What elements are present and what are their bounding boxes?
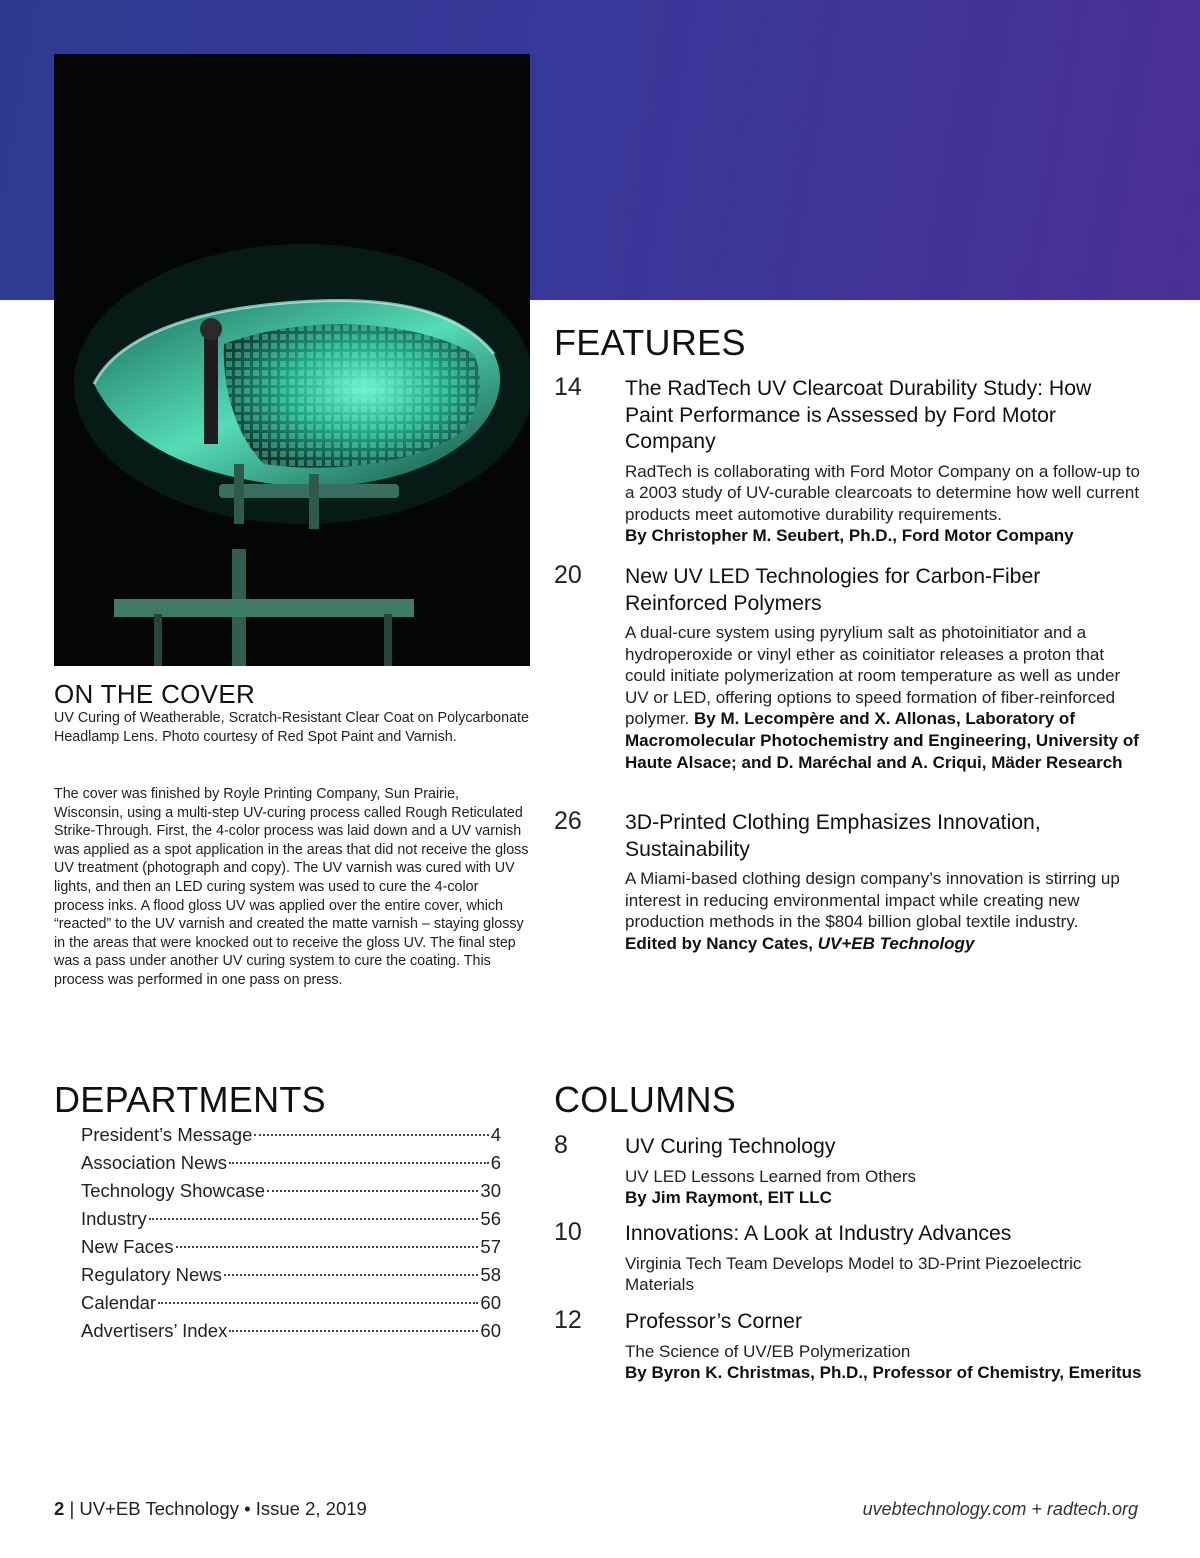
dot-leader — [224, 1274, 479, 1276]
footer-publication-info — [54, 1497, 367, 1521]
department-page: 60 — [480, 1292, 501, 1313]
column-page-number: 10 — [554, 1218, 582, 1246]
feature-byline: Edited by Nancy Cates, — [625, 933, 814, 953]
columns-heading: COLUMNS — [554, 1079, 737, 1120]
department-label: Association News — [81, 1152, 228, 1173]
column-byline: By Byron K. Christmas, Ph.D., Professor of Chemistry, Emeritus — [625, 1363, 1142, 1383]
dot-leader — [158, 1302, 478, 1304]
department-item[interactable] — [81, 1289, 501, 1317]
department-page: 56 — [480, 1208, 501, 1229]
cover-photo-headlamp-lens — [54, 54, 530, 666]
department-item[interactable] — [81, 1233, 501, 1261]
feature-description: A Miami-based clothing design company’s innovation is stirring up interest in reducing environmental impact while creating new production methods in the $804 billion global textile industry. — [625, 869, 1120, 932]
feature-byline: By Christopher M. Seubert, Ph.D., Ford Motor Company — [625, 526, 1074, 546]
feature-page-number: 20 — [554, 561, 582, 589]
column-description: Virginia Tech Team Develops Model to 3D-Print Piezoelectric Materials — [625, 1253, 1082, 1295]
dot-leader — [229, 1330, 478, 1332]
column-description: The Science of UV/EB Polymerization — [625, 1341, 911, 1361]
department-label: New Faces — [81, 1236, 174, 1257]
department-label: President’s Message — [81, 1124, 253, 1145]
dot-leader — [149, 1218, 479, 1220]
column-entry[interactable] — [554, 1218, 1154, 1296]
department-item[interactable] — [81, 1149, 501, 1177]
departments-heading: DEPARTMENTS — [54, 1079, 326, 1120]
feature-title[interactable]: The RadTech UV Clearcoat Durability Study: How Paint Performance is Assessed by Ford Motor Company — [625, 377, 1092, 453]
department-item[interactable] — [81, 1261, 501, 1289]
column-title[interactable]: Professor’s Corner — [625, 1310, 803, 1333]
departments-list — [81, 1121, 501, 1345]
department-label: Technology Showcase — [81, 1180, 266, 1201]
feature-description: A dual-cure system using pyrylium salt as photoinitiator and a hydroperoxide or vinyl ether as coinitiator releases a proton that could initiate polymerization at room temperature as well as under UV or LED, offering options to speed formation of fiber-reinforced polymer. — [625, 623, 1121, 729]
cover-description: The cover was finished by Royle Printing Company, Sun Prairie, Wisconsin, using a multi-step UV-curing process called Rough Reticulated Strike-Through. First, the 4-color process was laid down and a UV varnish was applied as a spot application in the areas that did not receive the gloss UV treatment (photograph and copy). The UV varnish was cured with UV lights, and then an LED curing system was used to cure the 4-color process inks. A flood gloss UV was applied over the entire cover, which “reacted” to the UV varnish and created the matte varnish – staying glossy in the areas that were knocked out to receive the gloss UV. The final step was a pass under another UV curing system to cure the coating. This process was performed in one pass on press. — [54, 786, 529, 988]
feature-entry[interactable] — [554, 373, 1154, 547]
cover-heading: ON THE COVER — [54, 679, 256, 709]
department-item[interactable] — [81, 1205, 501, 1233]
features-heading: FEATURES — [554, 322, 746, 363]
dot-leader — [254, 1134, 488, 1136]
column-entry[interactable] — [554, 1306, 1154, 1384]
department-page: 6 — [490, 1152, 501, 1173]
footer-page-number: 2 — [54, 1498, 65, 1519]
feature-byline: By M. Lecompère and X. Allonas, Laboratory of Macromolecular Photochemistry and Engineering, University of Haute Alsace; and D. Maréchal and A. Criqui, Mäder Research — [625, 709, 1139, 772]
department-page: 60 — [480, 1320, 501, 1341]
department-label: Industry — [81, 1208, 147, 1229]
department-label: Advertisers’ Index — [81, 1320, 228, 1341]
feature-entry[interactable] — [554, 561, 1154, 773]
column-title[interactable]: UV Curing Technology — [625, 1135, 836, 1158]
feature-description-with-byline — [625, 622, 1145, 773]
feature-title[interactable]: New UV LED Technologies for Carbon-Fiber Reinforced Polymers — [625, 565, 1041, 615]
feature-description: RadTech is collaborating with Ford Motor Company on a follow-up to a 2003 study of UV-curable clearcoats to determine how well current products meet automotive durability requirements. — [625, 461, 1140, 524]
feature-page-number: 14 — [554, 373, 582, 401]
column-title[interactable]: Innovations: A Look at Industry Advances — [625, 1222, 1012, 1245]
dot-leader — [176, 1246, 479, 1248]
column-byline: By Jim Raymont, EIT LLC — [625, 1188, 832, 1208]
column-description: UV LED Lessons Learned from Others — [625, 1166, 917, 1186]
footer-websites[interactable]: uvebtechnology.com + radtech.org — [862, 1499, 1138, 1519]
footer-separator: | — [69, 1498, 75, 1519]
column-page-number: 12 — [554, 1306, 582, 1334]
feature-byline-publication: UV+EB Technology — [817, 933, 975, 953]
department-page: 4 — [490, 1124, 501, 1145]
dot-leader — [267, 1190, 478, 1192]
department-page: 30 — [480, 1180, 501, 1201]
feature-title[interactable]: 3D-Printed Clothing Emphasizes Innovation, Sustainability — [625, 811, 1041, 861]
feature-page-number: 26 — [554, 807, 582, 835]
dot-leader — [229, 1162, 489, 1164]
department-item[interactable] — [81, 1121, 501, 1149]
feature-entry[interactable] — [554, 807, 1154, 954]
department-page: 57 — [480, 1236, 501, 1257]
column-page-number: 8 — [554, 1131, 568, 1159]
column-entry[interactable] — [554, 1131, 1154, 1209]
footer-publication: UV+EB Technology • Issue 2, 2019 — [79, 1498, 367, 1519]
department-label: Calendar — [81, 1292, 157, 1313]
department-item[interactable] — [81, 1177, 501, 1205]
department-item[interactable] — [81, 1317, 501, 1345]
department-page: 58 — [480, 1264, 501, 1285]
feature-byline-line — [625, 933, 1145, 955]
department-label: Regulatory News — [81, 1264, 222, 1285]
cover-caption: UV Curing of Weatherable, Scratch-Resistant Clear Coat on Polycarbonate Headlamp Lens. Photo courtesy of Red Spot Paint and Varnish. — [54, 710, 529, 745]
